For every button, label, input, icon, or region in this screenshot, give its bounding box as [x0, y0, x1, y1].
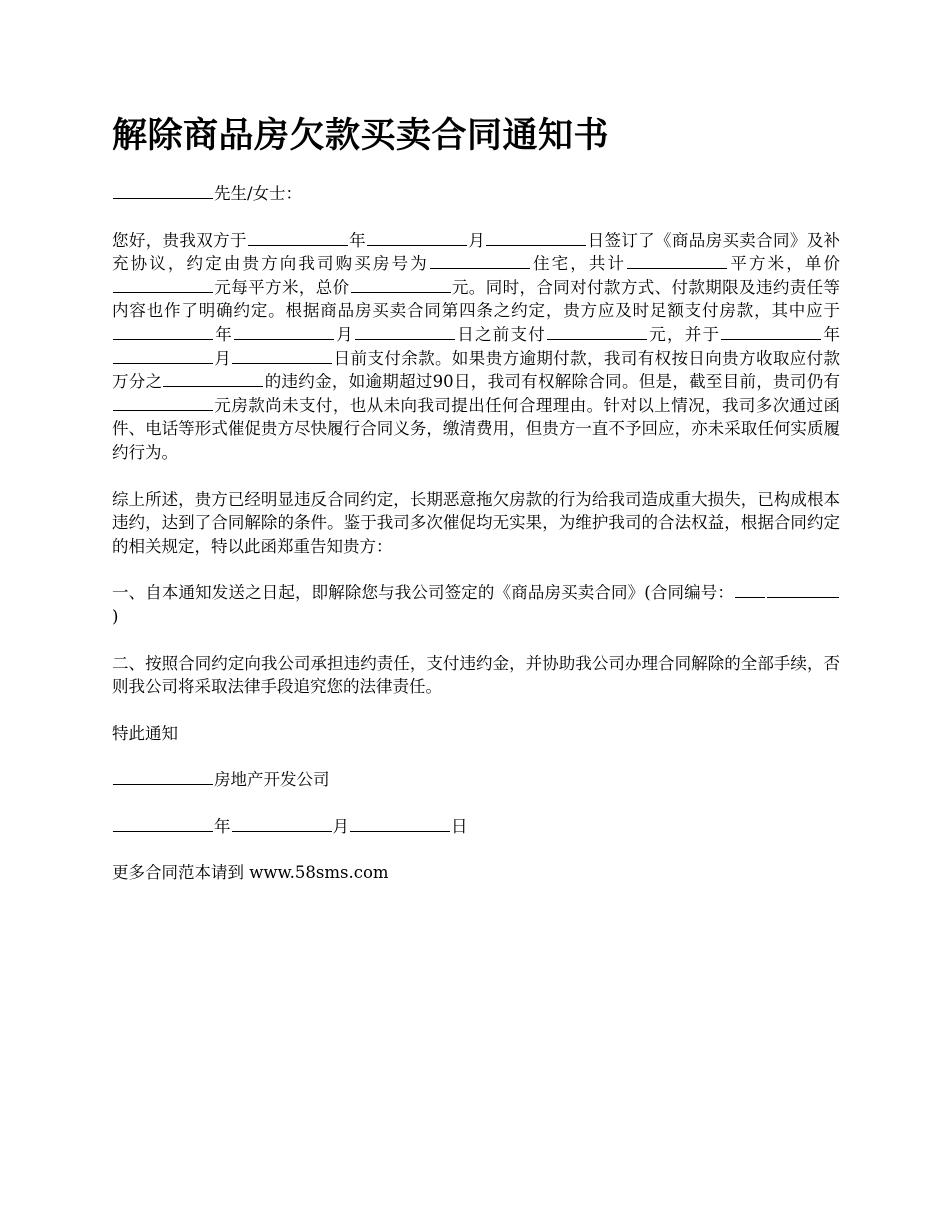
- text-segment: 年: [822, 324, 840, 344]
- text-segment: 元。同时，合同对付款方式、付款期限及违约责任等内容也作了明确约定。根据商品房买卖合同第四条之约定，贵方应及时足额支付房款，其中应于: [112, 277, 840, 321]
- text-segment: 平方米，单价: [728, 254, 841, 274]
- penalty-rate-blank: [163, 371, 263, 387]
- salutation: [112, 182, 840, 206]
- text-segment: 一、自本通知发送之日起，即解除您与我公司签定的《商品房买卖合同》(合同编号：: [112, 583, 734, 603]
- text-segment: 您好，贵我双方于: [112, 230, 247, 250]
- recipient-name-blank: [113, 183, 213, 199]
- text-segment: 住宅，共计: [530, 254, 627, 274]
- area-blank: [627, 253, 727, 269]
- breach-summary-paragraph: 综上所述，贵方已经明显违反合同约定，长期恶意拖欠房款的行为给我司造成重大损失，已构成根本违约，达到了合同解除的条件。鉴于我司多次催促均无实果，为维护我司的合法权益，根据合同约定的相关规定，特以此函郑重告知贵方：: [112, 489, 840, 556]
- text-segment: 月: [214, 348, 232, 368]
- total-price-blank: [351, 277, 451, 293]
- date-day-blank: [350, 816, 450, 832]
- notice-item-1: [112, 581, 840, 628]
- salutation-suffix: 先生/女士：: [214, 184, 303, 203]
- pay-year-blank: [113, 324, 213, 340]
- footer-link-text: 更多合同范本请到 www.58sms.com: [112, 863, 389, 883]
- text-segment: ): [112, 606, 119, 626]
- text-segment: 日: [451, 816, 468, 836]
- pay-month-blank: [234, 324, 334, 340]
- sign-year-blank: [248, 230, 348, 246]
- text-segment: 元每平方米，总价: [214, 277, 350, 297]
- company-name-blank: [113, 769, 213, 785]
- pay-day-blank: [355, 324, 455, 340]
- document-page: [112, 112, 840, 885]
- pay-amount-blank: [547, 324, 647, 340]
- closing-text: 特此通知: [112, 723, 178, 743]
- document-title: 解除商品房欠款买卖合同通知书: [112, 116, 610, 156]
- notice-item-2: 二、按照合同约定向我公司承担违约责任，支付违约金，并协助我公司办理合同解除的全部手续，否则我公司将采取法律手段追究您的法律责任。: [112, 653, 840, 697]
- balance-year-blank: [721, 324, 821, 340]
- text-segment: 年: [214, 324, 233, 344]
- text-segment: 年: [348, 230, 367, 250]
- text-segment: 月: [335, 324, 354, 344]
- balance-day-blank: [232, 348, 332, 364]
- text-segment: 的违约金，如逾期超过90日，我司有权解除合同。但是，截至目前，贵司仍有: [264, 372, 841, 392]
- text-segment: 月: [468, 230, 486, 250]
- contract-details-paragraph: [112, 229, 840, 465]
- signature-date: [112, 815, 840, 839]
- company-suffix: 房地产开发公司: [214, 770, 330, 790]
- text-segment: 日签订了《商品房买卖合同》及补充协议，约定由贵方向我司购买房号为: [112, 230, 841, 274]
- balance-month-blank: [113, 348, 213, 364]
- contract-number-blank-a: [735, 582, 765, 598]
- text-segment: 元房款尚未支付，也从未向我司提出任何合理理由。针对以上情况，我司多次通过函件、电话等形式催促贵方尽快履行合同义务，缴清费用，但贵方一直不予回应，亦未采取任何实质履约行为。: [112, 395, 840, 462]
- text-segment: 日之前支付: [456, 324, 546, 344]
- date-year-blank: [113, 816, 213, 832]
- room-number-blank: [430, 253, 530, 269]
- sign-day-blank: [486, 230, 586, 246]
- contract-number-blank-b: [767, 582, 839, 598]
- text-segment: 月: [332, 816, 349, 836]
- sign-month-blank: [367, 230, 467, 246]
- date-month-blank: [232, 816, 332, 832]
- text-segment: 年: [214, 816, 231, 836]
- text-segment: 日前支付余款。如果贵方逾期付款，我司有权按日向贵方收取应付款万分之: [112, 348, 840, 392]
- text-segment: 元，并于: [648, 324, 721, 344]
- company-signature: [112, 768, 840, 792]
- unit-price-blank: [113, 277, 213, 293]
- unpaid-amount-blank: [113, 395, 213, 411]
